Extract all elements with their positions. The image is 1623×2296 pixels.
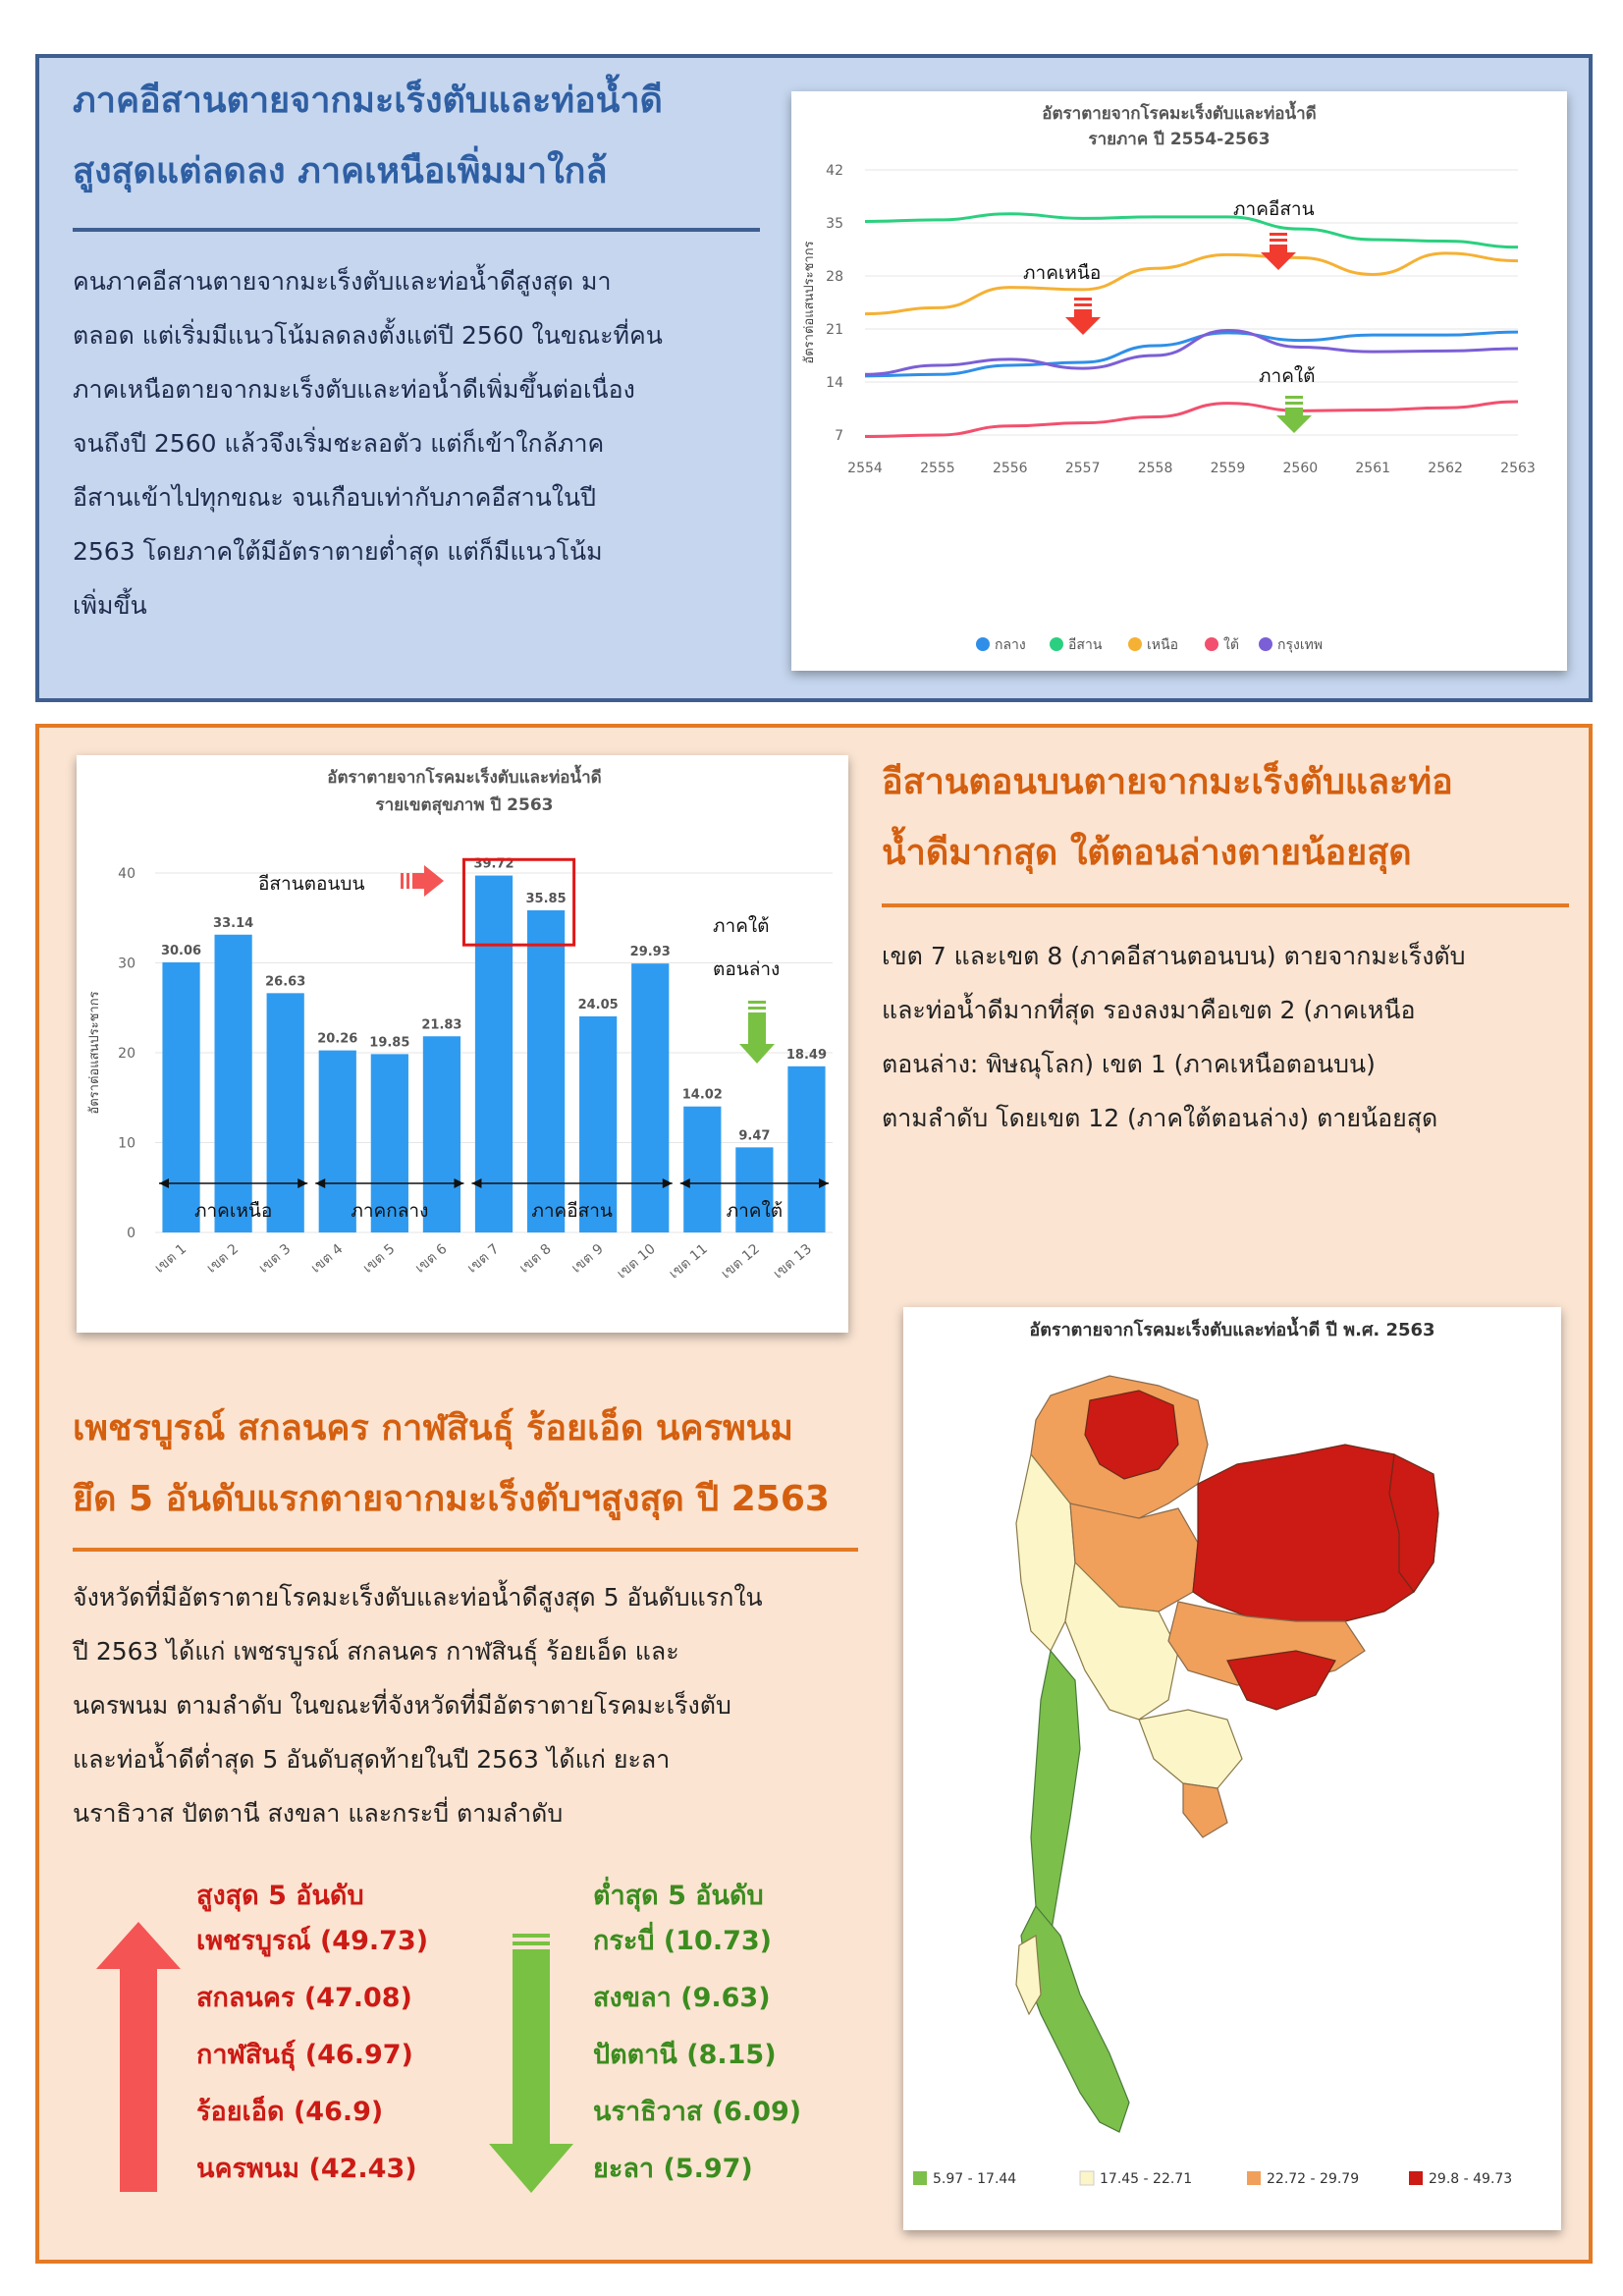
legend-label-4: 29.8 - 49.73 — [1429, 2171, 1513, 2187]
y-tick-label: 20 — [118, 1046, 135, 1062]
line-chart-subtitle: รายภาค ปี 2554-2563 — [1088, 130, 1271, 149]
top5-item — [196, 1970, 428, 2027]
bottom5-title: ต่ำสุด 5 อันดับ — [593, 1881, 764, 1911]
bar-chart — [77, 755, 848, 1333]
annotation-northeast-arrow-icon — [1261, 233, 1296, 270]
x-tick-label: เขต 11 — [666, 1240, 711, 1283]
y-tick-label: 28 — [826, 269, 843, 285]
legend-swatch-orange — [1247, 2171, 1261, 2185]
section3-body-line: นราธิวาส ปัตตานี สงขลา และกระบี่ ตามลำดับ — [73, 1799, 564, 1828]
top5-item — [196, 2027, 428, 2084]
x-tick-label: 2556 — [992, 461, 1028, 476]
section2-body-line: และท่อน้ำดีมากที่สุด รองลงมาคือเขต 2 (ภาคเหนือ — [882, 996, 1416, 1024]
rank-province-value: (9.63) — [680, 1983, 771, 2013]
bar-value-label: 21.83 — [421, 1017, 462, 1033]
bar-value-label: 14.02 — [681, 1087, 723, 1103]
bottom5-list — [593, 1913, 801, 2198]
x-tick-label: 2562 — [1428, 461, 1463, 476]
rank-province-value: (47.08) — [303, 1983, 412, 2013]
y-tick-label: 30 — [118, 956, 135, 972]
map-region-upper-south — [1031, 1651, 1080, 1936]
bar — [527, 910, 565, 1232]
y-tick-label: 0 — [127, 1226, 135, 1241]
group-label: ภาคเหนือ — [193, 1200, 273, 1222]
section3-body-line: จังหวัดที่มีอัตราตายโรคมะเร็งตับและท่อน้ำดีสูงสุด 5 อันดับแรกใน — [73, 1583, 763, 1612]
annotation-upper-northeast-arrow-icon — [401, 865, 444, 897]
rank-province-name: เพชรบูรณ์ — [196, 1926, 311, 1956]
group-label: ภาคกลาง — [351, 1200, 429, 1222]
map-region-east-orange — [1183, 1783, 1227, 1837]
map-legend — [913, 2171, 1512, 2187]
section2-heading — [882, 747, 1569, 889]
y-tick-label: 21 — [826, 322, 843, 338]
line-chart-title: อัตราตายจากโรคมะเร็งตับและท่อน้ำดี — [1042, 104, 1317, 124]
legend-marker — [1205, 637, 1218, 651]
series-line-3 — [865, 402, 1518, 436]
bar-value-label: 35.85 — [525, 891, 567, 906]
section1-body-line: อีสานเข้าไปทุกขณะ จนเกือบเท่ากับภาคอีสานในปี — [73, 483, 596, 512]
x-tick-label: 2558 — [1137, 461, 1173, 476]
bar-value-label: 20.26 — [317, 1031, 358, 1047]
legend-marker — [976, 637, 990, 651]
section1-heading-line1: ภาคอีสานตายจากมะเร็งตับและท่อน้ำดี — [73, 81, 663, 121]
legend-label: อีสาน — [1068, 637, 1103, 653]
line-chart-card — [791, 91, 1567, 671]
bar — [423, 1036, 460, 1232]
rank-province-name: สงขลา — [593, 1983, 672, 2013]
y-tick-label: 10 — [118, 1135, 135, 1152]
section2-body — [882, 929, 1589, 1145]
map-region-northeast-south-red — [1227, 1651, 1335, 1710]
map-region-south — [1021, 1906, 1129, 2132]
series-line-0 — [865, 332, 1518, 376]
down-arrow-icon — [487, 1934, 575, 2194]
annotation-south: ภาคใต้ — [713, 915, 770, 937]
bar-chart-card — [77, 755, 848, 1333]
section1-body-line: 2563 โดยภาคใต้มีอัตราตายต่ำสุด แต่ก็มีแนวโน้ม — [73, 537, 603, 566]
bar — [162, 962, 199, 1232]
rank-province-value: (5.97) — [663, 2154, 753, 2184]
section-health-regions — [35, 724, 1593, 2264]
top5-item — [196, 2141, 428, 2198]
x-tick-label: 2557 — [1064, 461, 1101, 476]
rank-province-name: ปัตตานี — [593, 2040, 677, 2070]
bar-value-label: 26.63 — [265, 974, 306, 990]
x-tick-label: เขต 2 — [203, 1240, 243, 1277]
section3-heading-line2: ยึด 5 อันดับแรกตายจากมะเร็งตับฯสูงสุด ปี 2563 — [73, 1479, 830, 1519]
x-tick-label: เขต 7 — [464, 1240, 503, 1277]
x-tick-label: 2554 — [847, 461, 883, 476]
legend-swatch-green — [913, 2171, 927, 2185]
bar-value-label: 29.93 — [629, 945, 671, 960]
legend-marker — [1050, 637, 1063, 651]
section2-body-line: ตามลำดับ โดยเขต 12 (ภาคใต้ตอนล่าง) ตายน้อยสุด — [882, 1104, 1438, 1132]
map-title: อัตราตายจากโรคมะเร็งตับและท่อน้ำดี ปี พ.ศ. 2563 — [1029, 1320, 1435, 1340]
section2-divider — [882, 903, 1569, 907]
legend-label-1: 5.97 - 17.44 — [933, 2171, 1017, 2187]
bar-value-label: 39.72 — [473, 856, 514, 872]
line-chart — [791, 91, 1567, 671]
bottom5-item — [593, 2141, 801, 2198]
rank-province-value: (49.73) — [319, 1926, 429, 1956]
top5-item — [196, 1913, 428, 1970]
top5-list — [196, 1913, 428, 2198]
legend-swatch-yellow — [1080, 2171, 1094, 2185]
legend-marker — [1128, 637, 1142, 651]
bar-value-label: 9.47 — [738, 1128, 771, 1144]
annotation-south: ภาคใต้ — [1259, 365, 1316, 387]
section1-body-line: จนถึงปี 2560 แล้วจึงเริ่มชะลอตัว แต่ก็เข้าใกล้ภาค — [73, 429, 605, 458]
section2-heading-line2: น้ำดีมากสุด ใต้ตอนล่างตายน้อยสุด — [882, 833, 1412, 873]
section1-body-line: เพิ่มขึ้น — [73, 591, 147, 620]
up-arrow-icon — [94, 1922, 183, 2192]
group-label: ภาคอีสาน — [531, 1200, 613, 1222]
bar-value-label: 18.49 — [785, 1047, 828, 1063]
x-tick-label: 2561 — [1355, 461, 1391, 476]
section3-body-line: ปี 2563 ได้แก่ เพชรบูรณ์ สกลนคร กาฬสินธุ์ ร้อยเอ็ด และ — [73, 1637, 679, 1666]
x-tick-label: เขต 4 — [307, 1240, 347, 1277]
section-northeast-trend — [35, 54, 1593, 702]
x-tick-label: 2555 — [920, 461, 955, 476]
x-tick-label: เขต 13 — [770, 1240, 816, 1283]
top5-title: สูงสุด 5 อันดับ — [196, 1881, 364, 1911]
section2-body-line: เขต 7 และเขต 8 (ภาคอีสานตอนบน) ตายจากมะเร็งตับ — [882, 942, 1466, 970]
section1-body — [73, 254, 780, 632]
bottom5-item — [593, 1970, 801, 2027]
legend-label: กรุงเทพ — [1277, 637, 1324, 653]
legend-label-3: 22.72 - 29.79 — [1267, 2171, 1360, 2187]
bottom5-item — [593, 2027, 801, 2084]
legend-marker — [1259, 637, 1272, 651]
y-axis-label: อัตราต่อแสนประชากร — [802, 241, 817, 364]
group-label: ภาคใต้ — [726, 1200, 784, 1222]
y-tick-label: 42 — [826, 163, 843, 179]
x-tick-label: เขต 10 — [614, 1240, 659, 1283]
bar-chart-subtitle: รายเขตสุขภาพ ปี 2563 — [375, 795, 554, 815]
legend-swatch-red — [1409, 2171, 1423, 2185]
section3-body — [73, 1570, 897, 1840]
section2-body-line: ตอนล่าง: พิษณุโลก) เขต 1 (ภาคเหนือตอนบน) — [882, 1050, 1376, 1078]
annotation-north: ภาคเหนือ — [1023, 262, 1102, 284]
rank-province-value: (10.73) — [663, 1926, 772, 1956]
top5-item — [196, 2084, 428, 2141]
rank-province-name: นราธิวาส — [593, 2097, 703, 2127]
series-line-1 — [865, 214, 1518, 247]
series-line-2 — [865, 253, 1518, 314]
bar-value-label: 30.06 — [160, 943, 202, 958]
rank-province-name: ยะลา — [593, 2154, 655, 2184]
rank-province-value: (46.97) — [304, 2040, 413, 2070]
bar — [787, 1066, 825, 1232]
section1-body-line: ภาคเหนือตายจากมะเร็งตับและท่อน้ำดีเพิ่มขึ้นต่อเนื่อง — [73, 375, 635, 404]
section1-divider — [73, 228, 760, 232]
annotation-south-arrow-icon — [739, 1001, 775, 1064]
section1-body-line: ตลอด แต่เริ่มมีแนวโน้มลดลงตั้งแต่ปี 2560 ในขณะที่คน — [73, 321, 663, 350]
bar-chart-title: อัตราตายจากโรคมะเร็งตับและท่อน้ำดี — [327, 768, 602, 788]
series-line-4 — [865, 331, 1518, 375]
section1-body-line: คนภาคอีสานตายจากมะเร็งตับและท่อน้ำดีสูงสุด มา — [73, 267, 612, 296]
x-tick-label: 2563 — [1500, 461, 1536, 476]
section3-heading — [73, 1394, 907, 1535]
section3-divider — [73, 1548, 858, 1552]
section1-heading-line2: สูงสุดแต่ลดลง ภาคเหนือเพิ่มมาใกล้ — [73, 151, 608, 191]
bar-value-label: 19.85 — [369, 1035, 410, 1051]
bar-value-label: 24.05 — [577, 997, 619, 1012]
x-tick-label: เขต 5 — [359, 1240, 399, 1277]
y-tick-label: 14 — [826, 375, 843, 391]
thailand-map — [903, 1307, 1561, 2230]
legend-label: ใต้ — [1223, 637, 1239, 653]
section1-heading — [73, 66, 760, 207]
y-tick-label: 40 — [118, 866, 135, 882]
annotation-upper-northeast: อีสานตอนบน — [258, 873, 365, 895]
annotation-south-lower: ตอนล่าง — [713, 958, 781, 980]
rank-province-name: ร้อยเอ็ด — [196, 2097, 285, 2127]
rank-province-name: สกลนคร — [196, 1983, 296, 2013]
x-tick-label: เขต 12 — [718, 1240, 763, 1283]
map-region-east — [1139, 1710, 1242, 1788]
map-card — [903, 1307, 1561, 2230]
bar — [683, 1107, 721, 1232]
rank-province-name: กระบี่ — [593, 1926, 655, 1956]
bar-value-label: 33.14 — [213, 915, 254, 931]
y-tick-label: 7 — [835, 428, 843, 444]
section2-heading-line1: อีสานตอนบนตายจากมะเร็งตับและท่อ — [882, 762, 1453, 802]
section3-body-line: และท่อน้ำดีต่ำสุด 5 อันดับสุดท้ายในปี 2563 ได้แก่ ยะลา — [73, 1745, 671, 1774]
rank-province-value: (42.43) — [308, 2154, 417, 2184]
rank-province-value: (6.09) — [711, 2097, 802, 2127]
section3-body-line: นครพนม ตามลำดับ ในขณะที่จังหวัดที่มีอัตราตายโรคมะเร็งตับ — [73, 1691, 731, 1720]
rank-province-name: กาฬสินธุ์ — [196, 2040, 297, 2070]
bar — [267, 993, 304, 1232]
legend-label: เหนือ — [1147, 637, 1178, 653]
y-axis-label: อัตราต่อแสนประชากร — [87, 991, 102, 1115]
x-tick-label: เขต 6 — [412, 1240, 451, 1277]
rank-province-name: นครพนม — [196, 2154, 300, 2184]
x-tick-label: เขต 8 — [516, 1240, 555, 1277]
annotation-south-arrow-icon — [1276, 396, 1312, 433]
x-tick-label: 2560 — [1282, 461, 1319, 476]
y-tick-label: 35 — [826, 216, 843, 232]
bottom5-item — [593, 2084, 801, 2141]
rank-province-value: (8.15) — [686, 2040, 777, 2070]
bar — [631, 963, 669, 1232]
x-tick-label: 2559 — [1210, 461, 1246, 476]
x-tick-label: เขต 1 — [151, 1240, 190, 1277]
bottom5-item — [593, 1913, 801, 1970]
x-tick-label: เขต 3 — [255, 1240, 295, 1277]
legend-label-2: 17.45 - 22.71 — [1100, 2171, 1193, 2187]
rank-province-value: (46.9) — [293, 2097, 384, 2127]
x-tick-label: เขต 9 — [568, 1240, 607, 1277]
annotation-northeast: ภาคอีสาน — [1233, 198, 1315, 220]
bar — [215, 935, 252, 1232]
legend-label: กลาง — [995, 637, 1026, 653]
section3-heading-line1: เพชรบูรณ์ สกลนคร กาฬสินธุ์ ร้อยเอ็ด นครพนม — [73, 1408, 794, 1449]
